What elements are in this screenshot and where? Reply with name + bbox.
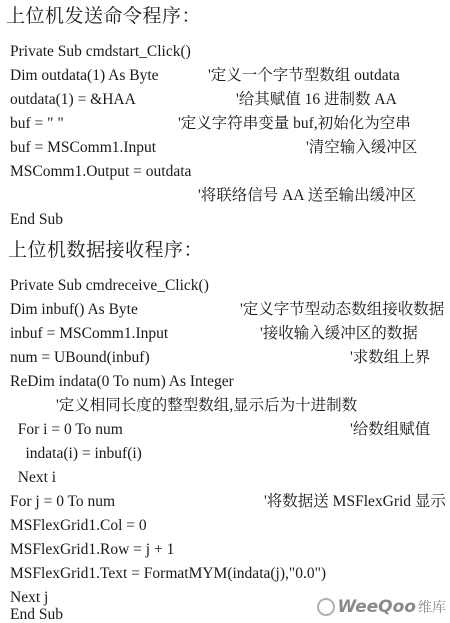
code-line: Next i bbox=[10, 469, 57, 486]
code-comment: '给数组赋值 bbox=[350, 421, 431, 438]
code-line: Next j bbox=[10, 589, 49, 606]
code-line: MSComm1.Output = outdata bbox=[10, 163, 192, 180]
watermark-brand: WeeQoo bbox=[337, 597, 416, 617]
code-line: Private Sub cmdreceive_Click() bbox=[10, 277, 209, 294]
code-comment: '定义字符串变量 buf,初始化为空串 bbox=[178, 115, 411, 132]
code-line: indata(i) = inbuf(i) bbox=[10, 445, 142, 462]
code-comment: '接收输入缓冲区的数据 bbox=[260, 325, 418, 342]
code-comment: '定义一个字节型数组 outdata bbox=[208, 67, 400, 84]
watermark bbox=[317, 594, 446, 620]
code-comment: '给其赋值 16 进制数 AA bbox=[236, 91, 397, 108]
code-line: MSFlexGrid1.Text = FormatMYM(indata(j),"0.0") bbox=[10, 565, 327, 582]
code-line: End Sub bbox=[10, 606, 63, 623]
code-line: Private Sub cmdstart_Click() bbox=[10, 43, 191, 60]
code-line: num = UBound(inbuf) bbox=[10, 349, 150, 366]
code-comment: '将联络信号 AA 送至输出缓冲区 bbox=[198, 187, 417, 204]
code-line: For j = 0 To num bbox=[10, 493, 116, 510]
code-line: outdata(1) = &HAA bbox=[10, 91, 136, 108]
code-line: buf = MSComm1.Input bbox=[10, 139, 157, 156]
code-line: inbuf = MSComm1.Input bbox=[10, 325, 169, 342]
code-comment: '定义字节型动态数组接收数据 bbox=[240, 301, 445, 318]
section1-heading: 上位机发送命令程序： bbox=[6, 5, 202, 27]
code-line: End Sub bbox=[10, 211, 63, 228]
code-comment: '定义相同长度的整型数组,显示后为十进制数 bbox=[56, 397, 358, 414]
code-line: Dim inbuf() As Byte bbox=[10, 301, 138, 318]
section2-heading: 上位机数据接收程序： bbox=[8, 239, 204, 261]
code-line: MSFlexGrid1.Row = j + 1 bbox=[10, 541, 175, 558]
code-comment: '清空输入缓冲区 bbox=[306, 139, 418, 156]
code-comment: '将数据送 MSFlexGrid 显示 bbox=[264, 493, 446, 510]
code-comment: '求数组上界 bbox=[350, 349, 431, 366]
watermark-logo-icon bbox=[317, 598, 335, 616]
code-line: Dim outdata(1) As Byte bbox=[10, 67, 159, 84]
code-line: For i = 0 To num bbox=[10, 421, 123, 438]
code-line: MSFlexGrid1.Col = 0 bbox=[10, 517, 147, 534]
code-line: buf = " " bbox=[10, 115, 64, 132]
code-line: ReDim indata(0 To num) As Integer bbox=[10, 373, 234, 390]
watermark-suffix: 维库 bbox=[418, 600, 446, 616]
